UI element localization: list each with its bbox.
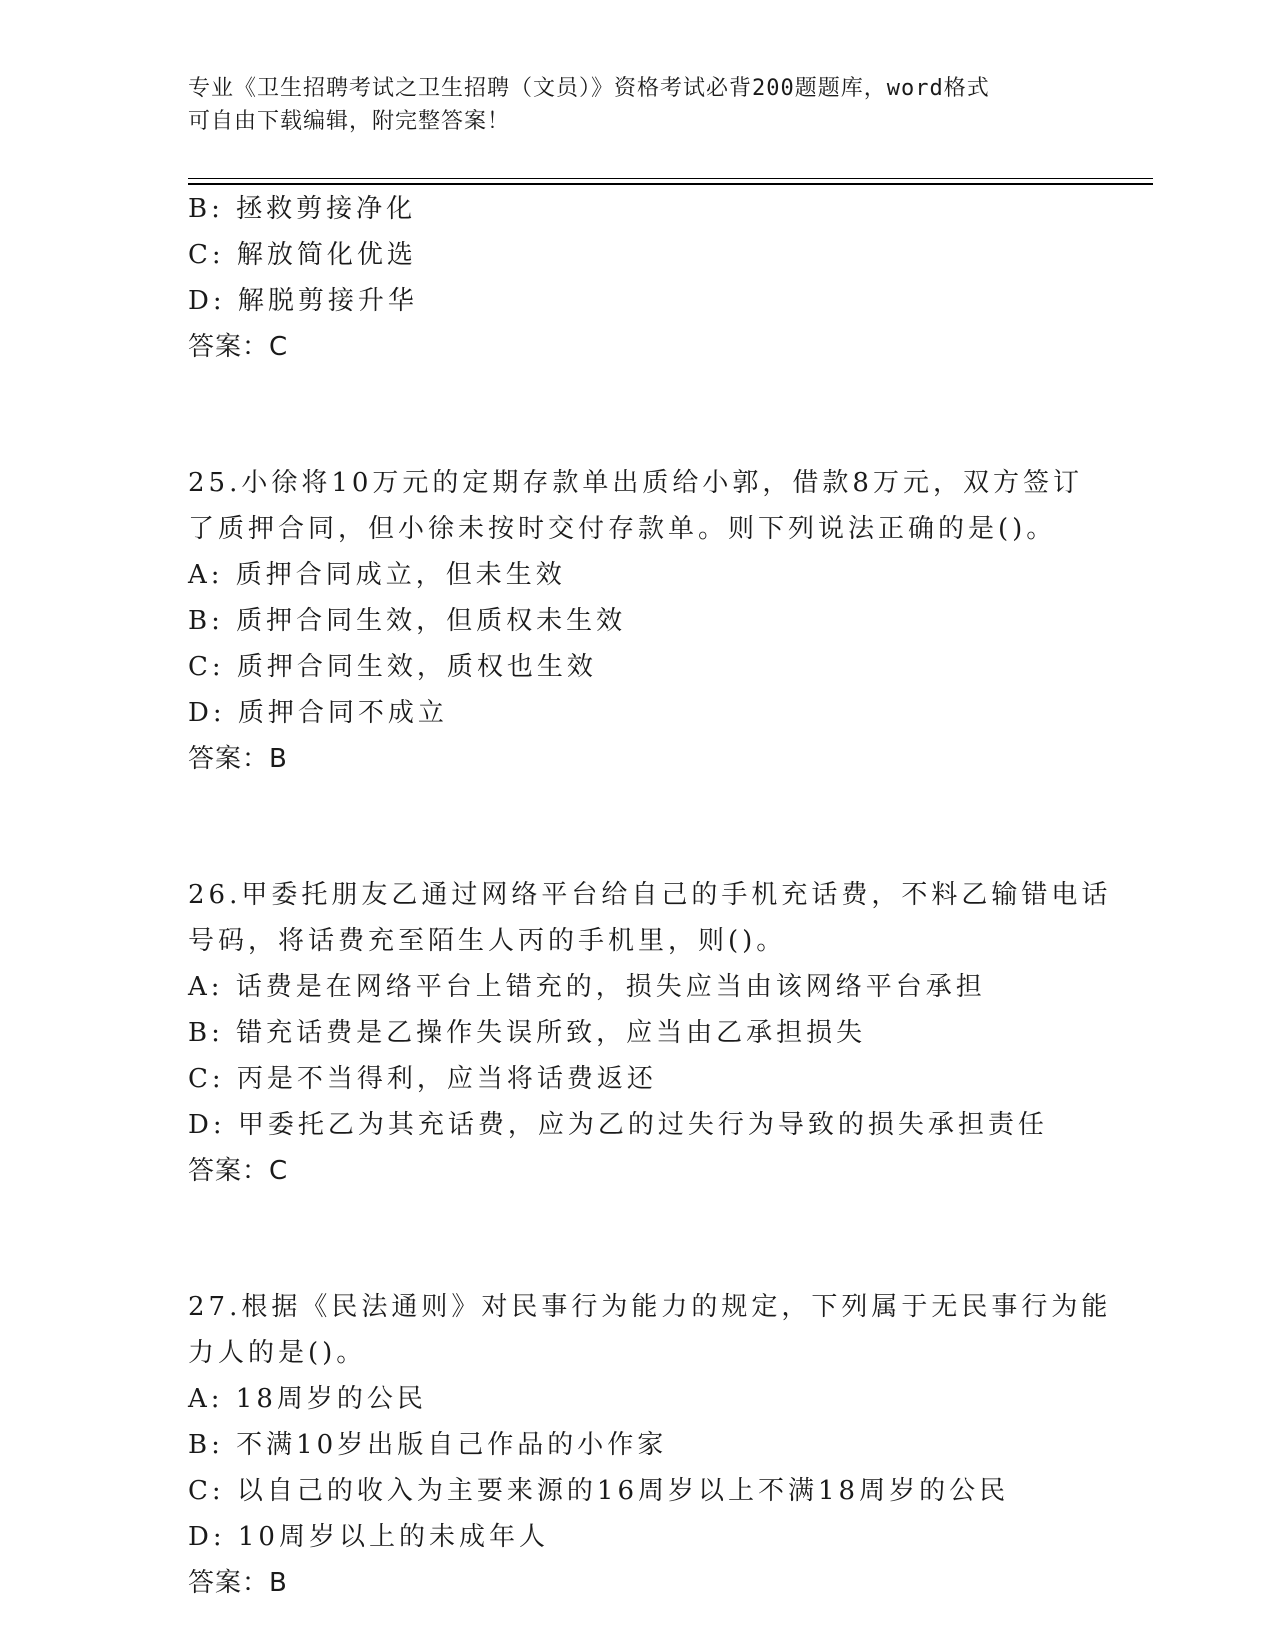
option-c: C: 丙是不当得利，应当将话费返还 <box>188 1064 657 1094</box>
question-26 <box>188 872 1148 1194</box>
header-line-1: 专业《卫生招聘考试之卫生招聘（文员）》资格考试必背200题题库，word格式 <box>188 76 990 101</box>
option-d: D: 质押合同不成立 <box>188 698 448 728</box>
question-line: 26.甲委托朋友乙通过网络平台给自己的手机充话费，不料乙输错电话 <box>188 880 1112 910</box>
header-rule-thin <box>188 178 1153 179</box>
answer: 答案：B <box>188 1568 288 1598</box>
question-text <box>188 1284 1148 1376</box>
answer: 答案：C <box>188 1156 289 1186</box>
question-27 <box>188 1284 1148 1606</box>
question-25 <box>188 460 1148 782</box>
option-d: D: 甲委托乙为其充话费，应为乙的过失行为导致的损失承担责任 <box>188 1110 1048 1140</box>
option-a: A: 质押合同成立，但未生效 <box>188 560 566 590</box>
document-header <box>188 72 1088 138</box>
answer: 答案：C <box>188 332 289 362</box>
question-line: 了质押合同，但小徐未按时交付存款单。则下列说法正确的是()。 <box>188 514 1057 544</box>
option-a: A: 话费是在网络平台上错充的，损失应当由该网络平台承担 <box>188 972 986 1002</box>
option-c: C: 解放简化优选 <box>188 240 417 270</box>
option-b: B: 错充话费是乙操作失误所致，应当由乙承担损失 <box>188 1018 867 1048</box>
answer: 答案：B <box>188 744 288 774</box>
question-line: 25.小徐将10万元的定期存款单出质给小郭，借款8万元，双方签订 <box>188 468 1083 498</box>
option-a: A: 18周岁的公民 <box>188 1384 427 1414</box>
document-body <box>188 186 1148 1606</box>
option-b: B: 不满10岁出版自己作品的小作家 <box>188 1430 668 1460</box>
question-line: 27.根据《民法通则》对民事行为能力的规定，下列属于无民事行为能 <box>188 1292 1112 1322</box>
partial-question <box>188 186 1148 370</box>
header-line-2: 可自由下载编辑，附完整答案！ <box>188 109 511 134</box>
question-text <box>188 872 1148 964</box>
header-rule-thick <box>188 183 1153 185</box>
option-c: C: 以自己的收入为主要来源的16周岁以上不满18周岁的公民 <box>188 1476 1010 1506</box>
question-text <box>188 460 1148 552</box>
option-b: B: 拯救剪接净化 <box>188 194 417 224</box>
option-b: B: 质押合同生效，但质权未生效 <box>188 606 627 636</box>
option-d: D: 解脱剪接升华 <box>188 286 418 316</box>
question-line: 号码，将话费充至陌生人丙的手机里，则()。 <box>188 926 787 956</box>
option-d: D: 10周岁以上的未成年人 <box>188 1522 549 1552</box>
question-line: 力人的是()。 <box>188 1338 367 1368</box>
option-c: C: 质押合同生效，质权也生效 <box>188 652 597 682</box>
